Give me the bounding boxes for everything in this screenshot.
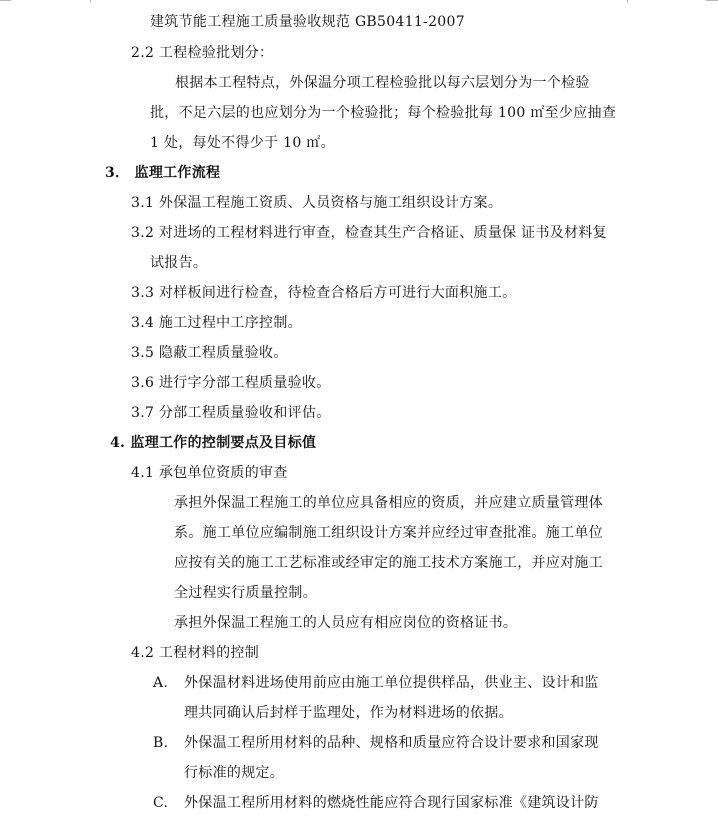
paragraph-line: 批，不足六层的也应划分为一个检验批；每个检验批每 100 ㎡至少应抽查: [150, 105, 617, 121]
corner-mark-top-right-v: [627, 0, 628, 3]
list-label: A.: [153, 675, 169, 691]
list-item-continuation: 试报告。: [150, 255, 208, 271]
paragraph-line: 根据本工程特点，外保温分项工程检验批以每六层划分为一个检验: [175, 75, 590, 91]
paragraph-line: 1 处，每处不得少于 10 ㎡。: [150, 135, 335, 151]
list-label: B.: [153, 735, 169, 751]
section-4-2-heading: 4.2 工程材料的控制: [131, 645, 260, 661]
section-4-1-heading: 4.1 承包单位资质的审查: [131, 465, 288, 481]
list-item: 3.4 施工过程中工序控制。: [131, 315, 302, 331]
list-item: 3.6 进行字分部工程质量验收。: [131, 375, 331, 391]
section-2-2-heading: 2.2 工程检验批划分：: [131, 45, 274, 61]
paragraph-line: 系。施工单位应编制施工组织设计方案并应经过审查批准。施工单位: [174, 525, 603, 541]
corner-mark-top-right-h: [706, 0, 718, 1]
list-item: 外保温工程所用材料的品种、规格和质量应符合设计要求和国家现: [184, 735, 599, 751]
standard-reference: 建筑节能工程施工质量验收规范 GB50411-2007: [150, 14, 465, 30]
list-item: 3.1 外保温工程施工资质、人员资格与施工组织设计方案。: [131, 195, 503, 211]
section-4-heading: 4. 监理工作的控制要点及目标值: [110, 435, 317, 451]
list-item: 3.5 隐蔽工程质量验收。: [131, 345, 288, 361]
list-item: 外保温材料进场使用前应由施工单位提供样品，供业主、设计和监: [184, 675, 599, 691]
corner-mark-top-left-h: [0, 0, 11, 1]
section-3-heading: 3． 监理工作流程: [105, 165, 221, 181]
list-item: 外保温工程所用材料的燃烧性能应符合现行国家标准《建筑设计防: [184, 795, 599, 811]
paragraph-line: 应按有关的施工工艺标准或经审定的施工技术方案施工，并应对施工: [174, 555, 603, 571]
corner-mark-top-left-v: [90, 0, 91, 3]
list-item: 3.2 对进场的工程材料进行审查，检查其生产合格证、质量保 证书及材料复: [131, 225, 607, 241]
paragraph-line: 全过程实行质量控制。: [174, 585, 317, 601]
paragraph-line: 承担外保温工程施工的人员应有相应岗位的资格证书。: [174, 615, 518, 631]
list-label: C.: [153, 795, 169, 811]
paragraph-line: 承担外保温工程施工的单位应具备相应的资质，并应建立质量管理体: [174, 495, 603, 511]
list-item: 3.7 分部工程质量验收和评估。: [131, 405, 331, 421]
list-item: 3.3 对样板间进行检查，待检查合格后方可进行大面积施工。: [131, 285, 517, 301]
list-item-continuation: 理共同确认后封样于监理处，作为材料进场的依据。: [184, 705, 513, 721]
list-item-continuation: 行标准的规定。: [184, 765, 285, 781]
